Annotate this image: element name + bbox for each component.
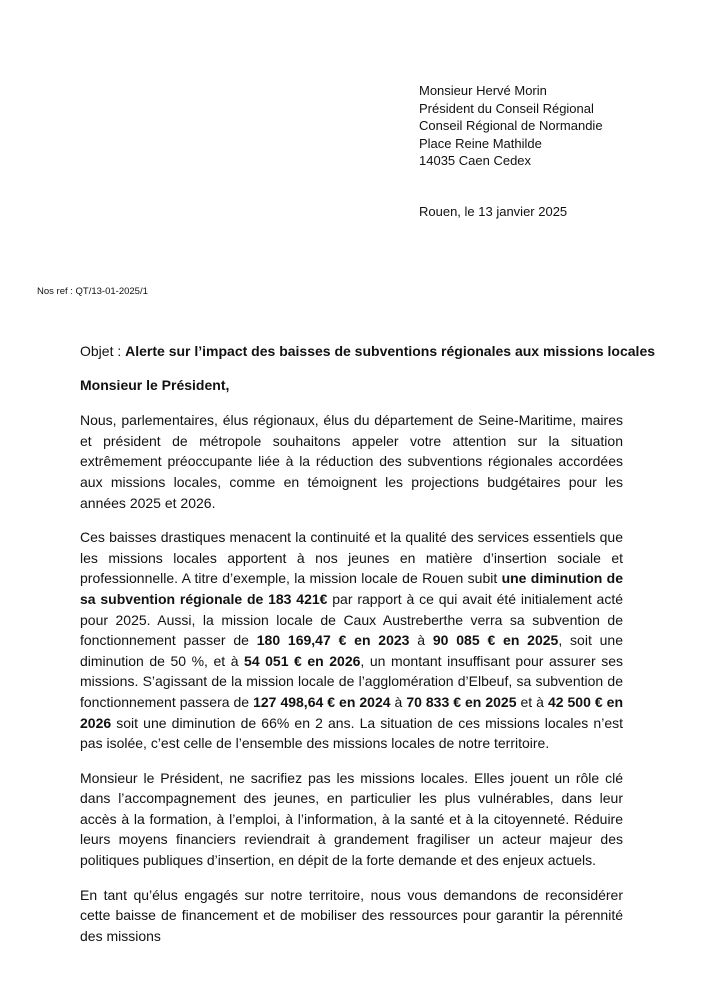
- highlight-elbeuf-2024: 127 498,64 € en 2024: [253, 693, 391, 710]
- paragraph-request: En tant qu’élus engagés sur notre territoire, nous vous demandons de reconsidérer cette baisse de financement et de mobiliser des ressources pour garantir la pérennité des missions: [80, 886, 623, 944]
- text-segment: soit une diminution de 66% en 2 ans. La situation de ces missions locales n’est pas isolée, c’est celle de l’ensemble des missions locales de notre territoire.: [80, 714, 623, 752]
- salutation: Monsieur le Président,: [80, 376, 230, 393]
- text-segment: à: [409, 632, 433, 649]
- recipient-name: Monsieur Hervé Morin: [419, 83, 547, 98]
- highlight-elbeuf-2025: 70 833 € en 2025: [406, 693, 517, 710]
- paragraph-appeal: Monsieur le Président, ne sacrifiez pas les missions locales. Elles jouent un rôle clé dans l’accompagnement des jeunes, en particulier les plus vulnérables, dans leur accès à la formation, à l’emploi, à l’information, à la santé et à la citoyenneté. Réduire leurs moyens financiers reviendrait à grandement fragiliser un acteur majeur des politiques publiques d’insertion, en dépit de la forte demande et des enjeux actuels.: [80, 769, 623, 869]
- highlight-rouen-cut: une diminution de sa subvention régionale de 183 421€: [80, 570, 623, 607]
- recipient-street: Place Reine Mathilde: [419, 135, 542, 151]
- letter-body: [80, 341, 656, 946]
- text-segment: , un montant insuffisant pour assurer ses missions. S’agissant de la mission locale de l’agglomération d’Elbeuf, sa subvention de fonctionnement passera de: [80, 652, 623, 710]
- text-segment: , soit une diminution de 50 %, et à: [80, 632, 623, 669]
- highlight-caux-2025: 90 085 € en 2025: [432, 632, 559, 649]
- recipient-address: [419, 82, 603, 170]
- text-segment: par rapport à ce qui avait été initialement acté pour 2025. Aussi, la mission locale de Caux Austreberthe verra sa subvention de fonctionnement passer de: [80, 590, 623, 649]
- subject-line: [80, 341, 656, 362]
- highlight-caux-2026: 54 051 € en 2026: [244, 652, 361, 669]
- text-segment: et à: [516, 693, 548, 710]
- recipient-city: 14035 Caen Cedex: [419, 153, 532, 168]
- paragraph-intro: Nous, parlementaires, élus régionaux, élus du département de Seine-Maritime, maires et président de métropole souhaitons appeler votre attention sur la situation extrêmement préoccupante liée à la réduction des subventions régionales accordées aux missions locales, comme en témoignent les projections budgétaires pour les années 2025 et 2026.: [80, 412, 623, 511]
- text-segment: à: [390, 693, 407, 710]
- paragraph-subsidy-cuts: [80, 527, 623, 754]
- highlight-caux-2023: 180 169,47 € en 2023: [256, 632, 410, 649]
- subject-text: Alerte sur l’impact des baisses de subventions régionales aux missions locales: [125, 343, 656, 359]
- recipient-title: Président du Conseil Régional: [419, 100, 594, 116]
- reference-number: Nos ref : QT/13-01-2025/1: [37, 286, 148, 297]
- recipient-organization: Conseil Régional de Normandie: [419, 118, 603, 133]
- text-segment: Ces baisses drastiques menacent la continuité et la qualité des services essentiels que les missions locales apportent à nos jeunes en matière d’insertion sociale et professionnelle. A titre d’exemple, la mission locale de Rouen subit: [80, 529, 623, 587]
- letter-date: Rouen, le 13 janvier 2025: [419, 204, 568, 219]
- highlight-elbeuf-2026: 42 500 € en 2026: [80, 693, 623, 731]
- subject-label: Objet :: [80, 343, 122, 359]
